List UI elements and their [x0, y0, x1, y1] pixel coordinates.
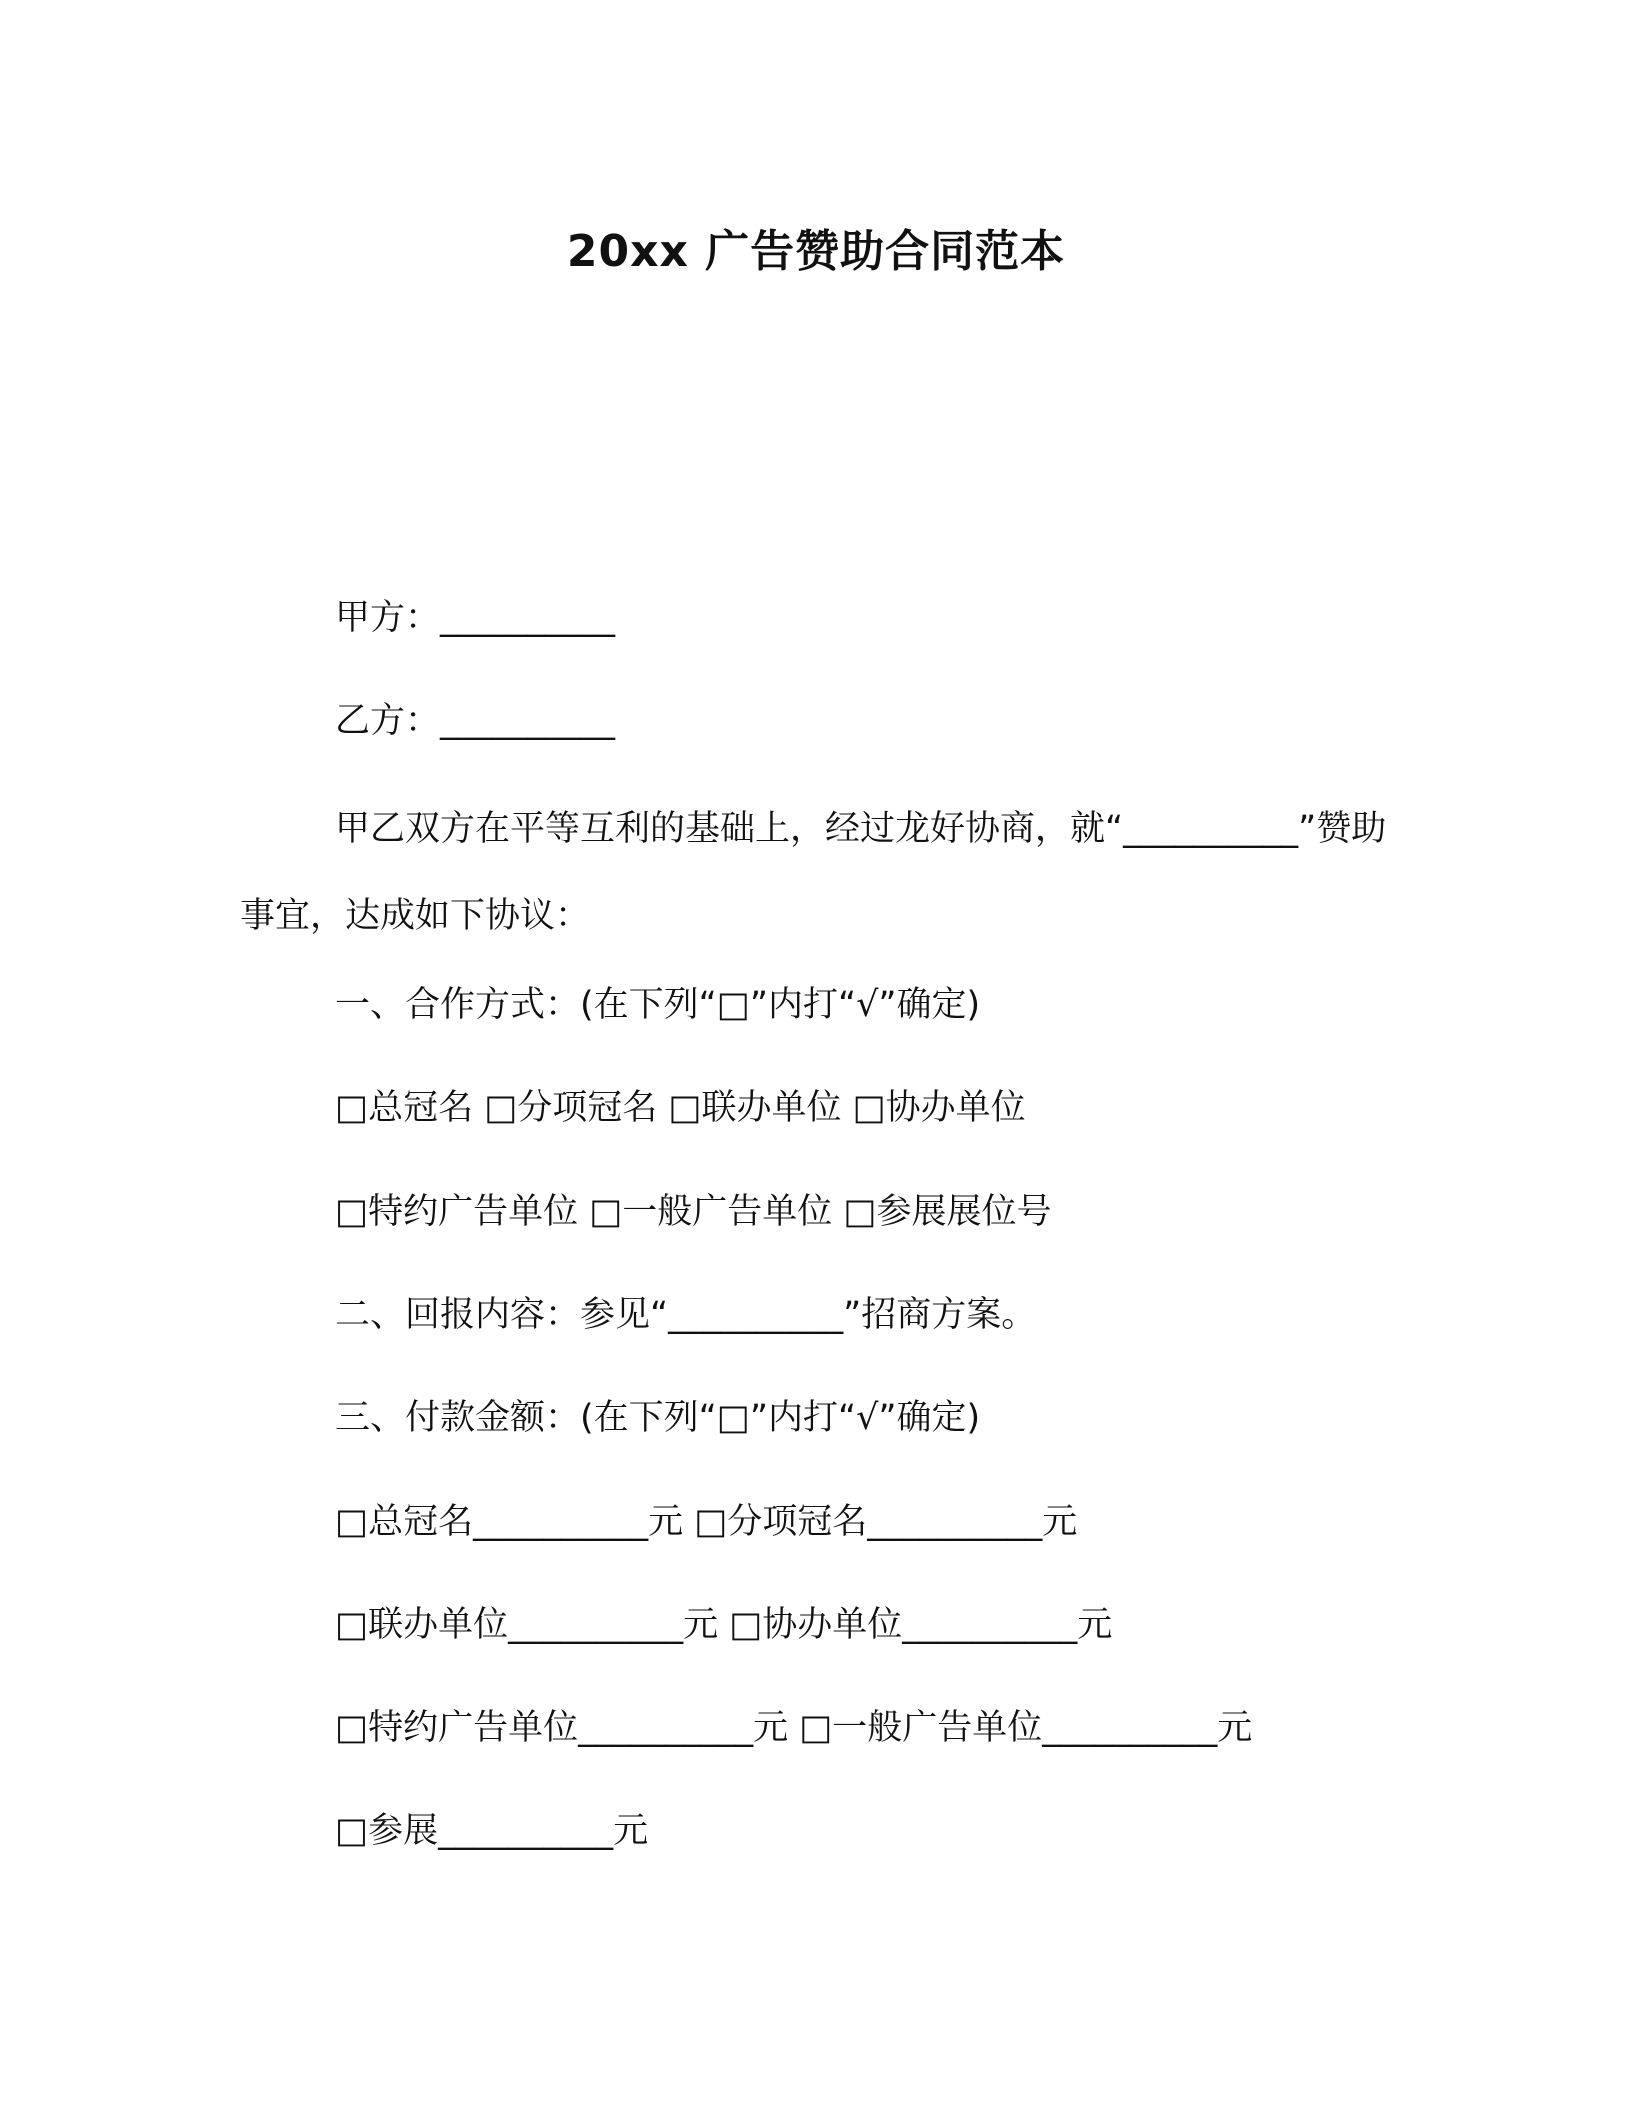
section1-options-row1: □总冠名 □分项冠名 □联办单位 □协办单位	[335, 1088, 1026, 1128]
payment-row3: □特约广告单位__________元 □一般广告单位__________元	[335, 1708, 1253, 1748]
section3-heading: 三、付款金额：(在下列“□”内打“√”确定)	[335, 1398, 981, 1438]
section1-options-row2: □特约广告单位 □一般广告单位 □参展展位号	[335, 1192, 1052, 1232]
section1-heading: 一、合作方式：(在下列“□”内打“√”确定)	[335, 985, 981, 1025]
party-a-line: 甲方：__________	[335, 598, 616, 638]
payment-row1: □总冠名__________元 □分项冠名__________元	[335, 1502, 1078, 1542]
payment-row2: □联办单位__________元 □协办单位__________元	[335, 1605, 1113, 1645]
payment-row4: □参展__________元	[335, 1811, 649, 1851]
party-b-line: 乙方：__________	[335, 701, 616, 741]
intro-paragraph: 甲乙双方在平等互利的基础上，经过龙好协商，就“__________”赞助事宜，达成如下协议：	[240, 809, 1387, 936]
section2-heading: 二、回报内容：参见“__________”招商方案。	[335, 1295, 1037, 1335]
document-title: 20xx 广告赞助合同范本	[566, 226, 1066, 277]
